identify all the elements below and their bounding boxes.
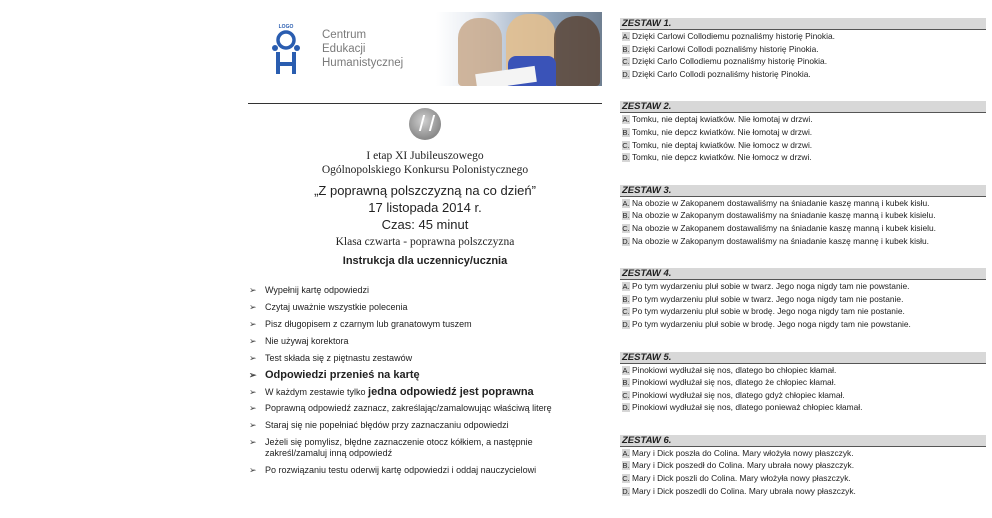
answer-option: A. Mary i Dick poszła do Colina. Mary włożyła nowy płaszczyk. xyxy=(622,447,854,458)
answer-option: A. Dzięki Carlowi Collodiemu poznaliśmy historię Pinokia. xyxy=(622,31,835,41)
cover-page xyxy=(248,0,602,496)
answer-option: C. Mary i Dick poszli do Colina. Mary włożyła nowy płaszczyk. xyxy=(622,473,851,484)
question-set xyxy=(620,268,986,330)
arrow-icon: ➢ xyxy=(249,353,257,363)
answer-option: C. Dzięki Carlo Collodiemu poznaliśmy historię Pinokia. xyxy=(622,56,828,67)
arrow-icon: ➢ xyxy=(249,387,257,397)
answer-option: C. Na obozie w Zakopanem dostawaliśmy na śniadanie kaszę manną i kubek kisielu. xyxy=(622,222,936,233)
answer-option: B. Na obozie w Zakopanym dostawaliśmy na śniadanie kaszę manną i kubek kisielu. xyxy=(622,210,936,221)
answer-option: B. Tomku, nie depcz kwiatków. Nie łomotaj w drzwi. xyxy=(622,126,813,137)
answer-option: B. Dzięki Carlowi Collodi poznaliśmy historię Pinokia. xyxy=(622,43,819,54)
contest-name: Ogólnopolskiego Konkursu Polonistycznego xyxy=(321,164,529,176)
class-level: Klasa czwarta - poprawna polszczyzna xyxy=(335,236,515,248)
answer-option: D. Po tym wydarzeniu pluł sobie w brodę. Jego noga nigdy tam nie powstanie. xyxy=(622,318,911,329)
arrow-icon: ➢ xyxy=(249,302,257,312)
stage-title: I etap XI Jubileuszowego xyxy=(366,150,484,162)
logo-label: LOGO xyxy=(278,24,294,30)
question-set xyxy=(620,18,986,80)
rule-item: ➢ Wypełnij kartę odpowiedzi xyxy=(249,285,369,295)
students-photo xyxy=(436,12,602,86)
time-limit: Czas: 45 minut xyxy=(381,217,469,232)
rule-item: ➢ Czytaj uważnie wszystkie polecenia xyxy=(249,302,408,312)
brand-line: Centrum xyxy=(322,29,367,41)
question-sets xyxy=(620,18,986,518)
rule-item: ➢ Jeżeli się pomylisz, błędne zaznaczenie otocz kółkiem, a następnie xyxy=(249,437,533,447)
answer-option: D. Pinokiowi wydłużał się nos, dlatego ponieważ chłopiec kłamał. xyxy=(622,402,863,413)
rules-list xyxy=(248,285,602,476)
rule-item-continuation: zakreśl/zamaluj inną odpowiedź xyxy=(265,448,393,458)
arrow-icon: ➢ xyxy=(249,403,257,413)
arrow-icon: ➢ xyxy=(249,370,257,380)
rule-item: ➢ Nie używaj korektora xyxy=(249,336,349,346)
ceh-logo-icon xyxy=(270,22,302,76)
answer-option: C. Pinokiowi wydłużał się nos, dlatego gdyż chłopiec kłamał. xyxy=(622,389,845,400)
answer-option: A. Po tym wydarzeniu pluł sobie w twarz. Jego noga nigdy tam nie powstanie. xyxy=(622,281,910,292)
rule-item: ➢ Po rozwiązaniu testu oderwij kartę odpowiedzi i oddaj nauczycielowi xyxy=(249,465,537,475)
answer-option: B. Mary i Dick poszedł do Colina. Mary ubrała nowy płaszczyk. xyxy=(622,460,855,471)
arrow-icon: ➢ xyxy=(249,285,257,295)
question-set xyxy=(620,352,986,414)
set-title: ZESTAW 4. xyxy=(620,268,986,280)
answer-option: B. Pinokiowi wydłużał się nos, dlatego że chłopiec kłamał. xyxy=(622,377,836,388)
answer-option: B. Po tym wydarzeniu pluł sobie w twarz. Jego noga nigdy tam nie postanie. xyxy=(622,293,904,304)
set-title: ZESTAW 5. xyxy=(620,352,986,364)
answer-option: D. Na obozie w Zakopanym dostawaliśmy na śniadanie kaszę mannę i kubek kisłu. xyxy=(622,235,929,246)
answer-option: A. Na obozie w Zakopanem dostawaliśmy na śniadanie kaszę manną i kubek kisłu. xyxy=(622,197,930,208)
arrow-icon: ➢ xyxy=(249,465,257,475)
brand-line: Edukacji xyxy=(322,43,366,55)
set-title: ZESTAW 3. xyxy=(620,185,986,197)
instructions-title: Instrukcja dla uczennicy/ucznia xyxy=(342,255,508,267)
arrow-icon: ➢ xyxy=(249,319,257,329)
answer-option: D. Mary i Dick poszedli do Colina. Mary ubrała nowy płaszczyk. xyxy=(622,485,856,496)
divider xyxy=(248,103,602,104)
answer-option: D. Dzięki Carlo Collodi poznaliśmy historię Pinokia. xyxy=(622,68,811,79)
answer-option: D. Tomku, nie depcz kwiatków. Nie łomocz w drzwi. xyxy=(622,152,812,163)
arrow-icon: ➢ xyxy=(249,437,257,447)
set-title: ZESTAW 6. xyxy=(620,435,986,447)
rule-item: ➢ W każdym zestawie tylko jedna odpowiedź jest poprawna xyxy=(249,386,534,398)
question-set xyxy=(620,435,986,497)
question-set xyxy=(620,101,986,163)
rule-item: ➢ Staraj się nie popełniać błędów przy zaznaczaniu odpowiedzi xyxy=(249,420,509,430)
answer-option: C. Tomku, nie deptaj kwiatków. Nie łomocz w drzwi. xyxy=(622,139,813,150)
rule-item: ➢ Poprawną odpowiedź zaznacz, zakreślając/zamalowując właściwą literę xyxy=(249,403,552,413)
rule-item: ➢ Odpowiedzi przenieś na kartę xyxy=(249,369,420,381)
answer-option: A. Tomku, nie deptaj kwiatków. Nie łomotaj w drzwi. xyxy=(622,114,813,125)
answer-option: C. Po tym wydarzeniu pluł sobie w brodę. Jego noga nigdy tam nie postanie. xyxy=(622,306,905,317)
contest-date: 17 listopada 2014 r. xyxy=(368,200,482,215)
answer-option: A. Pinokiowi wydłużał się nos, dlatego bo chłopiec kłamał. xyxy=(622,364,837,375)
brand-line: Humanistycznej xyxy=(322,57,404,69)
set-title: ZESTAW 1. xyxy=(620,18,986,30)
contest-emblem-icon xyxy=(409,108,441,140)
contest-motto: „Z poprawną polszczyzną na co dzień” xyxy=(314,183,536,198)
arrow-icon: ➢ xyxy=(249,420,257,430)
brand-name xyxy=(322,28,403,70)
rule-item: ➢ Pisz długopisem z czarnym lub granatowym tuszem xyxy=(249,319,472,329)
arrow-icon: ➢ xyxy=(249,336,257,346)
rule-item: ➢ Test składa się z piętnastu zestawów xyxy=(249,353,413,363)
set-title: ZESTAW 2. xyxy=(620,101,986,113)
question-set xyxy=(620,185,986,247)
